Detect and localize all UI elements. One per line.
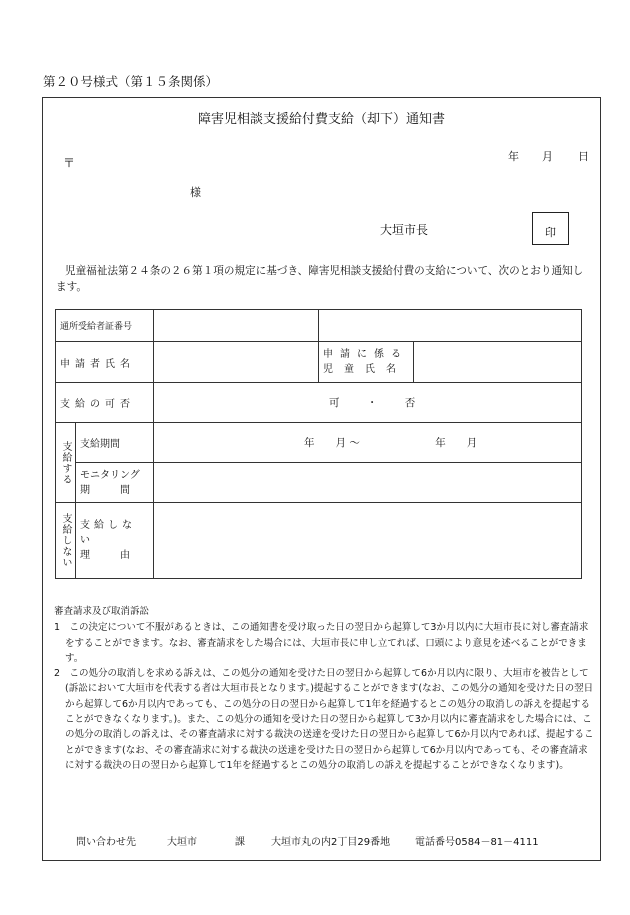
appeal-item-1: 1 この決定について不服があるときは、この通知書を受け取った日の翌日から起算して3か月以内に大垣市長に対し審査請求をすることができます。なお、審査請求をした場合には、大垣市長に申し立てれば、口頭により意見を述べることができます。	[54, 622, 589, 664]
approval-yes: 可	[329, 397, 340, 409]
contact-section: 課	[235, 837, 245, 848]
applicant-name-field	[154, 342, 319, 383]
reason-label-line1: 支給しない	[80, 520, 136, 546]
contact-label: 問い合わせ先	[76, 837, 136, 848]
postal-mark: 〒	[63, 156, 76, 170]
contact-city: 大垣市	[167, 837, 197, 848]
document-title: 障害児相談支援給付費支給（却下）通知書	[197, 112, 445, 127]
reason-label	[76, 503, 154, 579]
monitoring-label-line2: 期 間	[80, 484, 130, 496]
date-month: 月	[542, 150, 553, 163]
approval-no: 否	[404, 397, 416, 409]
details-table	[55, 309, 582, 579]
seal-label: 印	[545, 225, 556, 239]
date-year: 年	[508, 150, 519, 163]
applicant-label: 申請者氏名	[56, 342, 154, 383]
approval-options	[154, 383, 582, 423]
reason-label-line2: 理 由	[80, 550, 130, 561]
appeal-heading: 審査請求及び取消訴訟	[54, 606, 150, 617]
appeal-notice	[54, 604, 594, 773]
cert-row	[56, 310, 582, 342]
cert-no-blank	[319, 310, 582, 342]
issuer-name: 大垣市長	[380, 223, 429, 237]
notice-text: 児童福祉法第２４条の２６第１項の規定に基づき、障害児相談支援給付費の支給について、次のとおり通知します。	[56, 265, 584, 293]
period-end: 年 月	[435, 437, 478, 449]
child-name-field	[414, 342, 582, 383]
reason-field	[154, 503, 582, 579]
monitoring-label-line1: モニタリング	[80, 469, 140, 481]
cert-no-label: 通所受給者証番号	[56, 310, 154, 342]
recipient-suffix: 様	[190, 186, 201, 199]
contact-address: 大垣市丸の内2丁目29番地	[271, 837, 391, 848]
approval-label: 支給の可否	[56, 383, 154, 423]
period-label: 支給期間	[76, 423, 154, 463]
deny-group-label: 支給しない	[56, 503, 76, 579]
monitoring-label	[76, 463, 154, 503]
approval-row	[56, 383, 582, 423]
date-day: 日	[578, 150, 589, 163]
appeal-item-2: 2 この処分の取消しを求める訴えは、この処分の通知を受けた日の翌日から起算して6か月以内に限り、大垣市を被告として(訴訟において大垣市を代表する者は大垣市長となります。)提起することができます(なお、この処分の通知を受けた日の翌日から起算して6か月以内であっても、この処分の日の翌日から起算して1年を経過するとこの処分の取消しの訴えを提起することができなくなります。)。また、この処分の通知を受けた日の翌日から起算して3か月以内に審査請求をした場合には、この処分の取消しの訴えは、その審査請求に対する裁決の送達を受けた日の翌日から起算して6か月以内であれば、提起することができます(なお、その審査請求に対する裁決の送達を受けた日の翌日から起算して6か月以内であっても、その審査請求に対する裁決の日の翌日から起算して1年を経過するとこの処分の取消しの訴えを提起することができなくなります)。	[54, 668, 594, 771]
grant-group-label: 支給する	[56, 423, 76, 503]
child-label-line2: 児童氏名	[323, 364, 408, 375]
monitoring-row	[56, 463, 582, 503]
cert-no-digits	[154, 310, 319, 342]
contact-phone: 電話番号0584－81－4111	[415, 837, 539, 848]
child-label-line1: 申請に係る	[323, 349, 409, 360]
monitoring-field	[154, 463, 582, 503]
period-field	[154, 423, 582, 463]
approval-separator: ・	[366, 397, 378, 409]
reason-row	[56, 503, 582, 579]
period-start: 年 月 ～	[304, 437, 360, 449]
seal-box	[532, 212, 569, 245]
notice-form	[42, 97, 601, 861]
applicant-row	[56, 342, 582, 383]
child-label	[319, 342, 414, 383]
form-reference: 第２０号様式（第１５条関係）	[43, 74, 219, 89]
period-row	[56, 423, 582, 463]
